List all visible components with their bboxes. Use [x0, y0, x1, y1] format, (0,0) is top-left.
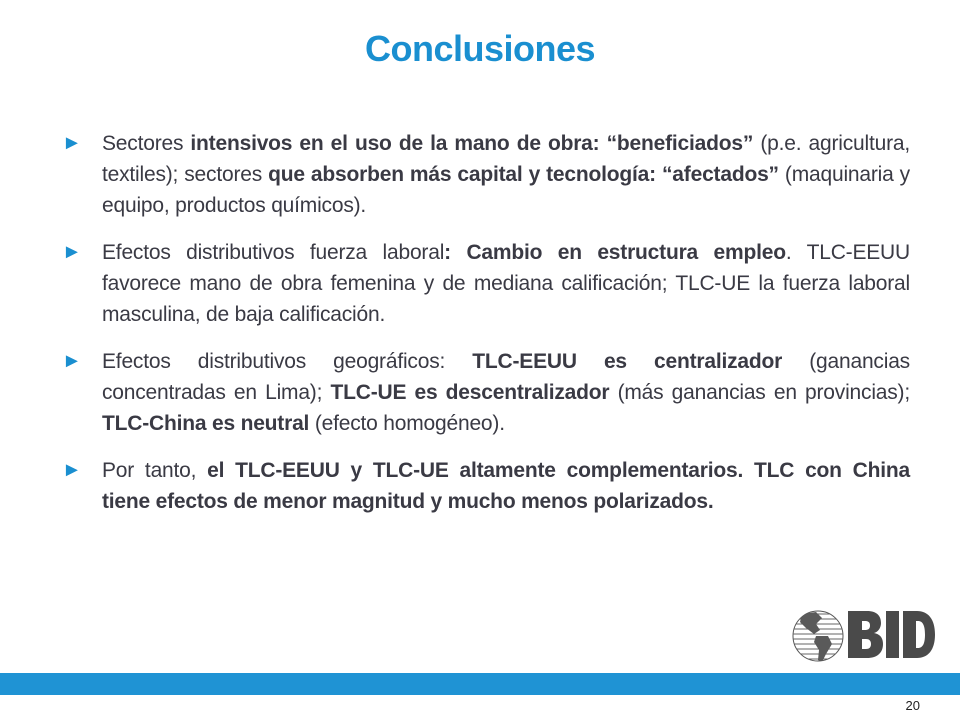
bullet-segment-bold: : Cambio en estructura empleo — [444, 241, 786, 264]
bullet-segment: . TLC-EEUU favorece mano de obra femenina y de mediana calificación; TLC-UE la fuerza laboral masculina, de baja calificación. — [102, 241, 910, 326]
bullet-segment: Efectos distributivos geográficos: — [102, 350, 473, 373]
footer-bar — [0, 673, 960, 695]
triangle-right-icon: ► — [62, 132, 82, 154]
bullet-segment-bold: TLC-UE es descentralizador — [330, 381, 610, 404]
bid-logo-lettering — [903, 611, 935, 658]
bid-logo-lettering — [848, 611, 883, 658]
triangle-right-icon: ► — [62, 459, 82, 481]
bullet-segment: (más ganancias en provincias); — [609, 381, 910, 404]
bullet-segment: Efectos distributivos fuerza laboral — [102, 241, 445, 264]
triangle-right-icon: ► — [62, 241, 82, 263]
page-number: 20 — [905, 698, 920, 713]
bullet-item — [62, 455, 910, 517]
bullet-segment-bold: el TLC-EEUU y TLC-UE altamente complementarios. TLC con China tiene efectos de menor magnitud y mucho menos polarizados. — [102, 459, 910, 513]
slide-title: Conclusiones — [364, 28, 596, 69]
bullet-segment-bold: TLC-China es neutral — [102, 412, 310, 435]
bullet-segment-bold: intensivos en el uso de la mano de obra: “beneficiados” — [190, 132, 754, 155]
bullet-segment: Por tanto, — [102, 459, 208, 482]
bullet-segment: (maquinaria y equipo, productos químicos). — [102, 163, 910, 217]
bullet-text — [102, 128, 910, 221]
bullet-segment: (p.e. agricultura, textiles); sectores — [102, 132, 910, 186]
bullet-text — [102, 455, 910, 517]
bid-logo-lettering — [886, 611, 899, 658]
bullet-segment: (ganancias concentradas en Lima); — [102, 350, 910, 404]
bullet-item — [62, 128, 910, 221]
bullet-segment-bold: que absorben más capital y tecnología: “afectados” — [268, 163, 779, 186]
bullet-item — [62, 237, 910, 330]
bullet-segment-bold: TLC-EEUU es centralizador — [472, 350, 783, 373]
bullet-list — [62, 128, 910, 533]
triangle-right-icon: ► — [62, 350, 82, 372]
bullet-text — [102, 346, 910, 439]
bullet-text — [102, 237, 910, 330]
bullet-segment: (efecto homogéneo). — [309, 412, 505, 435]
bullet-segment: Sectores — [102, 132, 191, 155]
globe-icon — [792, 606, 936, 666]
bid-logo — [792, 606, 936, 666]
bullet-item — [62, 346, 910, 439]
